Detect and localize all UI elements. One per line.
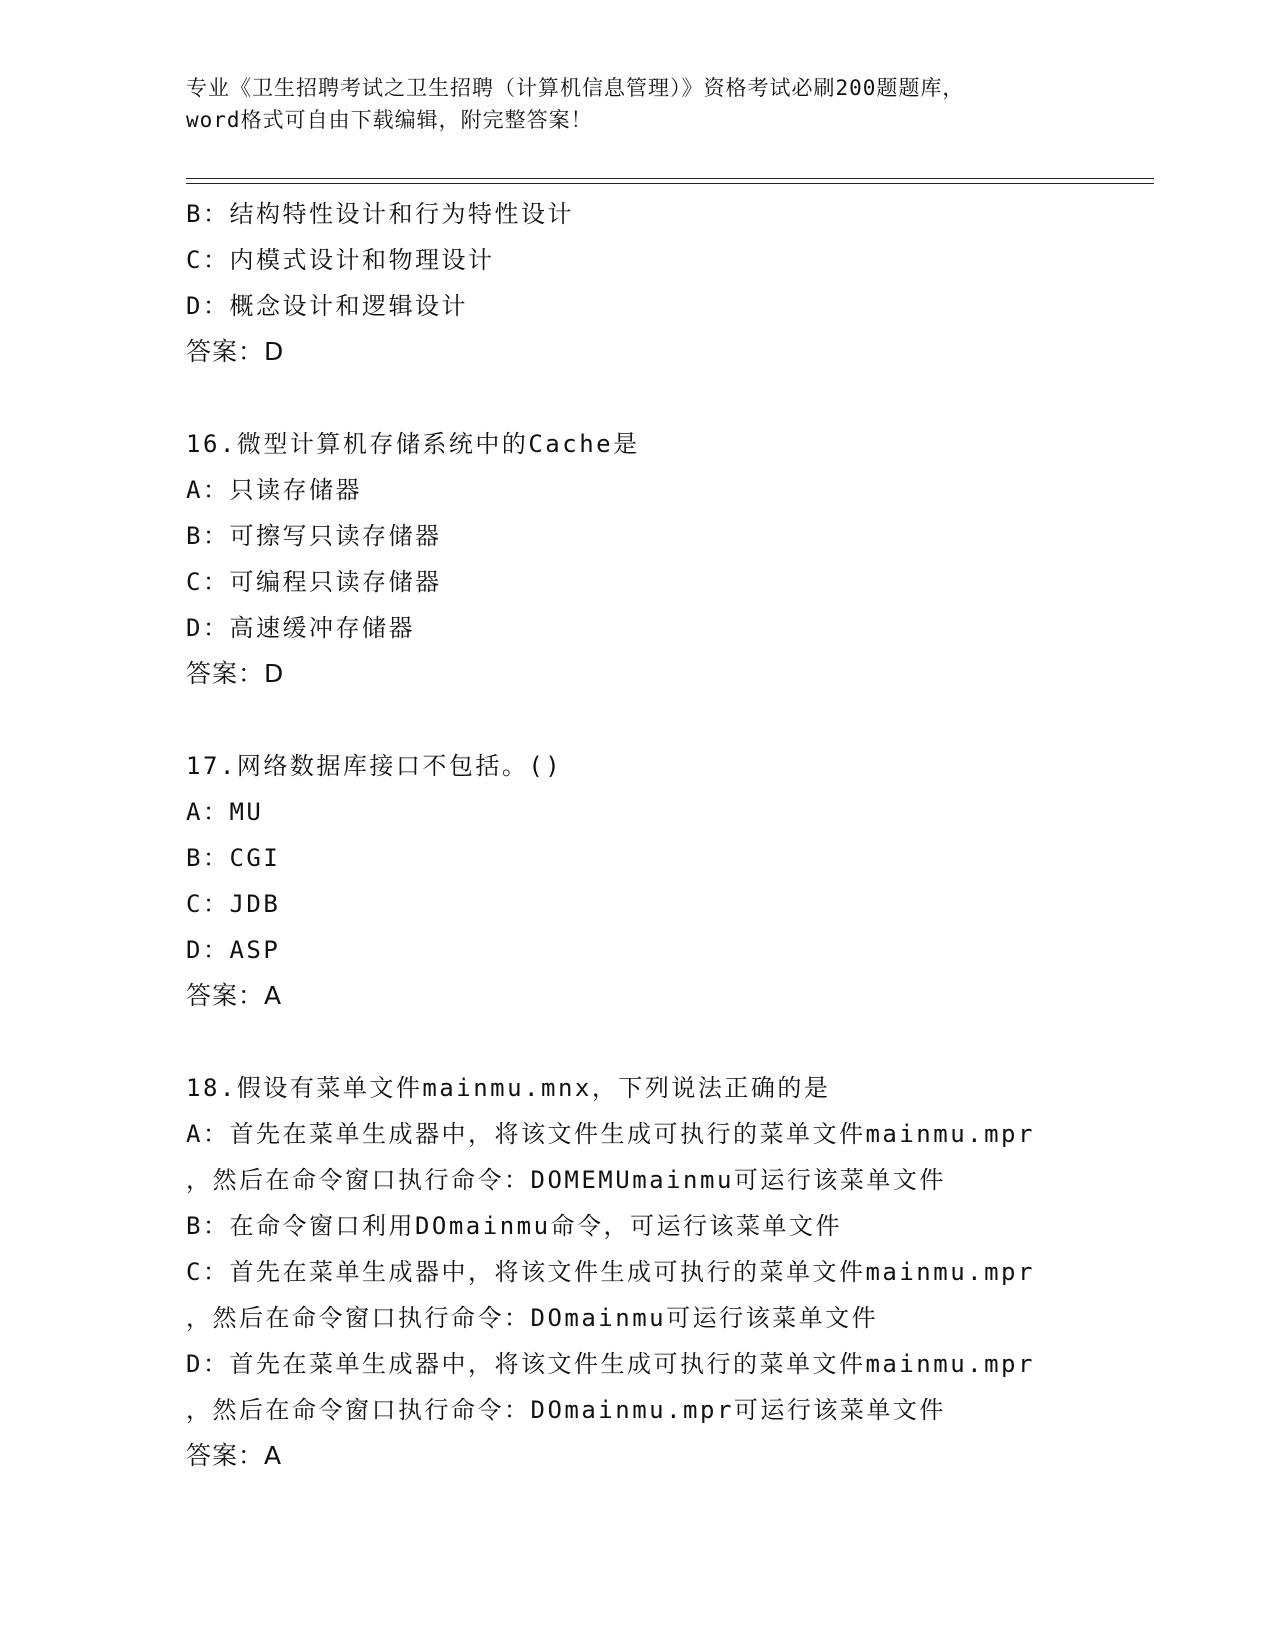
- q16-option-a: A：只读存储器: [186, 476, 362, 504]
- q16-option-b: B：可擦写只读存储器: [186, 522, 442, 550]
- q18-option-a-line-1: A：首先在菜单生成器中，将该文件生成可执行的菜单文件mainmu.mpr: [186, 1120, 1035, 1148]
- q16-option-d: D：高速缓冲存储器: [186, 614, 415, 642]
- q17-question: 17.网络数据库接口不包括。(): [186, 752, 563, 780]
- question-15: [186, 191, 1154, 375]
- question-list: [186, 191, 1154, 1479]
- question-17: [186, 743, 1154, 1019]
- q15-answer: 答案：D: [186, 337, 285, 366]
- q18-option-b: B：在命令窗口利用DOmainmu命令，可运行该菜单文件: [186, 1212, 843, 1240]
- q17-option-d: D：ASP: [186, 936, 281, 964]
- header-rule-bottom: [186, 183, 1154, 184]
- q18-question: 18.假设有菜单文件mainmu.mnx，下列说法正确的是: [186, 1074, 831, 1102]
- q18-option-d-line-2: ，然后在命令窗口执行命令：DOmainmu.mpr可运行该菜单文件: [186, 1396, 946, 1424]
- header-rule-top: [186, 178, 1154, 179]
- header-line-1: 专业《卫生招聘考试之卫生招聘（计算机信息管理）》资格考试必刷200题题库，: [186, 76, 965, 100]
- header-line-2: word格式可自由下载编辑，附完整答案！: [186, 108, 593, 132]
- question-16: [186, 421, 1154, 697]
- q17-answer: 答案：A: [186, 981, 283, 1010]
- q17-option-b: B：CGI: [186, 844, 281, 872]
- q18-option-d-line-1: D：首先在菜单生成器中，将该文件生成可执行的菜单文件mainmu.mpr: [186, 1350, 1035, 1378]
- q18-option-c-line-2: ，然后在命令窗口执行命令：DOmainmu可运行该菜单文件: [186, 1304, 879, 1332]
- q16-question: 16.微型计算机存储系统中的Cache是: [186, 430, 640, 458]
- q17-option-c: C：JDB: [186, 890, 281, 918]
- q16-answer: 答案：D: [186, 659, 285, 688]
- question-spacer: [186, 697, 1154, 743]
- q18-option-a-line-2: ，然后在命令窗口执行命令：DOMEMUmainmu可运行该菜单文件: [186, 1166, 946, 1194]
- question-18: [186, 1065, 1154, 1479]
- q16-option-c: C：可编程只读存储器: [186, 568, 442, 596]
- q15-option-b: B：结构特性设计和行为特性设计: [186, 200, 574, 228]
- q17-option-a: A：MU: [186, 798, 264, 826]
- q15-option-c: C：内模式设计和物理设计: [186, 246, 495, 274]
- question-spacer: [186, 375, 1154, 421]
- question-spacer: [186, 1019, 1154, 1065]
- document-header: [186, 72, 1086, 136]
- q18-answer: 答案：A: [186, 1441, 283, 1470]
- q18-option-c-line-1: C：首先在菜单生成器中，将该文件生成可执行的菜单文件mainmu.mpr: [186, 1258, 1035, 1286]
- q15-option-d: D：概念设计和逻辑设计: [186, 292, 468, 320]
